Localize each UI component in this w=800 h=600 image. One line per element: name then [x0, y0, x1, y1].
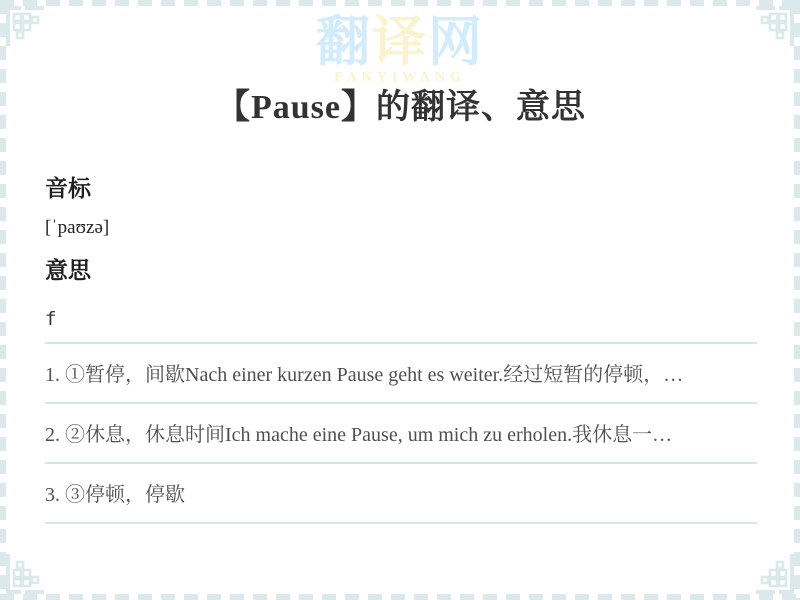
gender-marker: f [45, 308, 57, 330]
logo-char: 翻 [316, 12, 372, 72]
corner-ornament-icon [752, 552, 798, 598]
logo-char: 网 [428, 12, 484, 72]
meaning-list [45, 342, 757, 524]
page-title: 【Pause】的翻译、意思 [216, 89, 586, 126]
phonetic-value: [ˈpaʊzə] [45, 217, 110, 238]
meaning-entry[interactable]: 3. ③停顿，停歇 [45, 462, 757, 522]
phonetic-section-heading: 音标 [45, 176, 91, 201]
meaning-section-heading: 意思 [45, 258, 91, 283]
site-logo-subtext: FANYIWANG [334, 70, 466, 85]
logo-char: 译 [372, 12, 428, 72]
page-border-bottom [0, 594, 800, 600]
meaning-entry[interactable]: 1. ①暂停，间歇Nach einer kurzen Pause geht es weiter.经过短暂的停顿，… [45, 342, 757, 402]
corner-ornament-icon [2, 552, 48, 598]
meaning-entry[interactable]: 2. ②休息，休息时间Ich mache eine Pause, um mich zu erholen.我休息一… [45, 402, 757, 462]
